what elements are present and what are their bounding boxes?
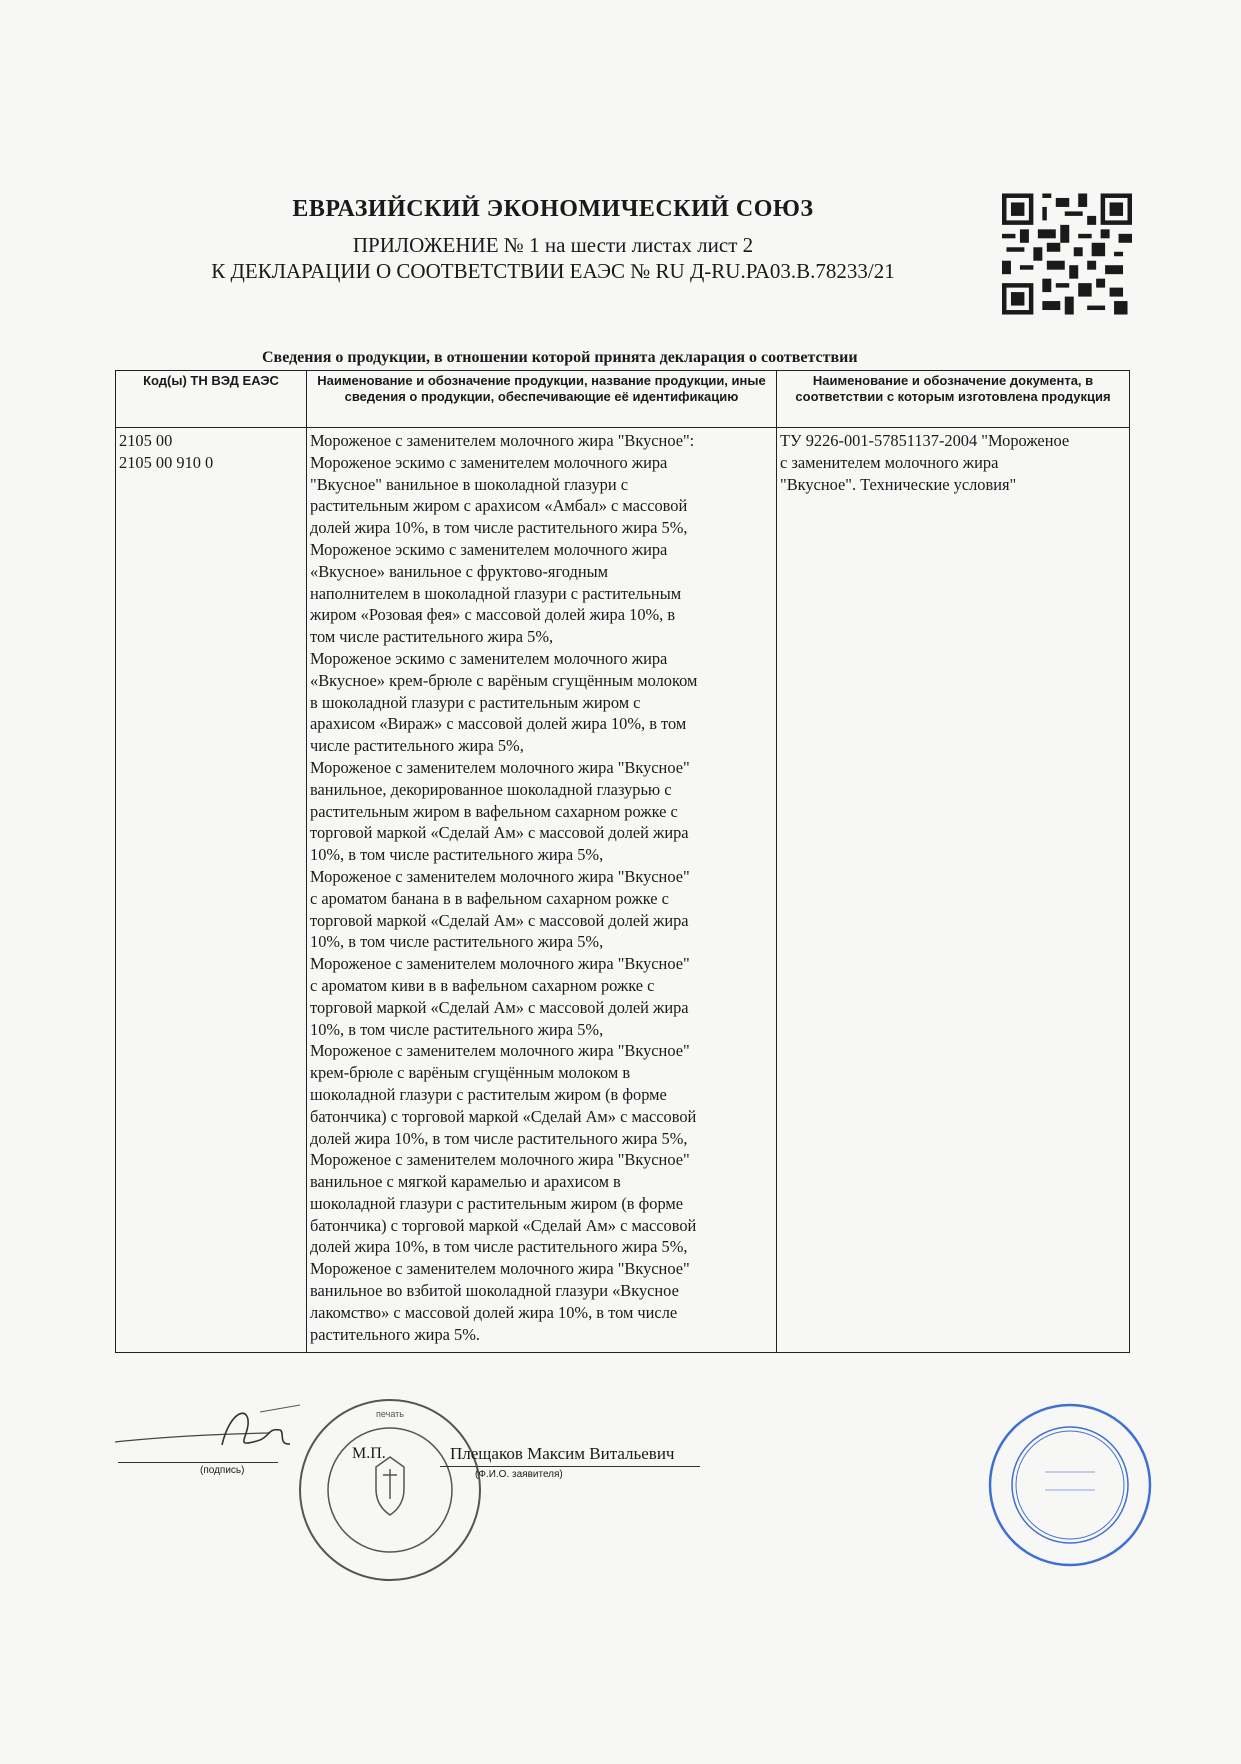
product-line: «Вкусное» крем-брюле с варёным сгущённым молоком [310, 670, 698, 690]
product-line: батончика) с торговой маркой «Сделай Ам» с массовой [310, 1215, 697, 1235]
product-line: крем-брюле с варёным сгущённым молоком в [310, 1063, 631, 1083]
hs-code: 2105 00 [119, 431, 173, 450]
header-standard-document: Наименование и обозначение документа, в соответствии с которым изготовлена продукция [777, 371, 1130, 428]
product-line: жиром «Розовая фея» с массовой долей жира 10%, в [310, 605, 676, 625]
product-line: «Вкусное» ванильное с фруктово-ягодным [310, 561, 609, 581]
product-line: Мороженое эскимо с заменителем молочного жира [310, 539, 668, 559]
header-product-name: Наименование и обозначение продукции, название продукции, иные сведения о продукции, обеспечивающие её идентификацию [307, 371, 777, 428]
product-line: торговой маркой «Сделай Ам» с массовой долей жира [310, 997, 689, 1017]
company-seal-blue [985, 1400, 1155, 1570]
product-line: с ароматом киви в в вафельном сахарном рожке с [310, 975, 655, 995]
product-line: ванильное, декорированное шоколадной глазурью с [310, 779, 672, 799]
products-cell [307, 428, 777, 1353]
product-line: растительного жира 5%. [310, 1324, 480, 1344]
product-line: торговой маркой «Сделай Ам» с массовой долей жира [310, 910, 689, 930]
product-line: арахисом «Вираж» с массовой долей жира 10%, в том [310, 714, 687, 734]
product-line: Мороженое эскимо с заменителем молочного жира [310, 452, 668, 472]
product-line: Мороженое с заменителем молочного жира "Вкусное" [310, 1041, 690, 1061]
product-line: Мороженое с заменителем молочного жира "Вкусное" [310, 954, 690, 974]
hs-codes-cell [116, 428, 307, 1353]
product-line: долей жира 10%, в том числе растительного жира 5%, [310, 518, 688, 538]
product-line: долей жира 10%, в том числе растительного жира 5%, [310, 1237, 688, 1257]
applicant-name: Плещаков Максим Витальевич [450, 1444, 675, 1463]
product-line: торговой маркой «Сделай Ам» с массовой долей жира [310, 823, 689, 843]
product-line: Мороженое с заменителем молочного жира "Вкусное": [310, 431, 695, 450]
product-line: долей жира 10%, в том числе растительного жира 5%, [310, 1128, 688, 1148]
header-hs-code: Код(ы) ТН ВЭД ЕАЭС [116, 371, 307, 428]
name-line [440, 1466, 700, 1467]
product-line: шоколадной глазури с растителым жиром (в форме [310, 1084, 667, 1104]
signature-label: (подпись) [200, 1465, 245, 1476]
product-line: шоколадной глазури с растительным жиром (в форме [310, 1193, 684, 1213]
product-line: 10%, в том числе растительного жира 5%, [310, 845, 604, 865]
qr-code-icon [1002, 193, 1132, 315]
signature-line [118, 1462, 278, 1463]
document-line: ТУ 9226-001-57851137-2004 "Мороженое [780, 431, 1070, 450]
annex-title: ПРИЛОЖЕНИЕ № 1 на шести листах лист 2 [352, 233, 754, 257]
product-line: наполнителем в шоколадной глазури с растительным [310, 583, 682, 603]
product-line: 10%, в том числе растительного жира 5%, [310, 932, 604, 952]
product-line: Мороженое с заменителем молочного жира "Вкусное" [310, 866, 690, 886]
table-row [116, 428, 1130, 1353]
product-line: ванильное с мягкой карамелью и арахисом в [310, 1172, 621, 1192]
fio-label: (Ф.И.О. заявителя) [475, 1469, 563, 1480]
product-line: с ароматом банана в в вафельном сахарном рожке с [310, 888, 669, 908]
hs-code: 2105 00 910 0 [119, 452, 214, 472]
product-line: 10%, в том числе растительного жира 5%, [310, 1019, 604, 1039]
stamp-place-label: М.П. [352, 1445, 386, 1462]
product-line: батончика) с торговой маркой «Сделай Ам» с массовой [310, 1106, 697, 1126]
product-line: в шоколадной глазури с растительным жиром с [310, 692, 641, 712]
company-seal-grey [295, 1395, 485, 1585]
product-line: Мороженое с заменителем молочного жира "Вкусное" [310, 1259, 690, 1279]
union-title: ЕВРАЗИЙСКИЙ ЭКОНОМИЧЕСКИЙ СОЮЗ [292, 196, 814, 222]
signature-image [110, 1400, 310, 1470]
svg-text:печать: печать [376, 1409, 404, 1419]
document-cell [777, 428, 1130, 1353]
product-line: растительным жиром с арахисом «Амбал» с массовой [310, 496, 688, 516]
declaration-number: К ДЕКЛАРАЦИИ О СООТВЕТСТВИИ ЕАЭС № RU Д-RU.РА03.В.78233/21 [211, 259, 895, 283]
product-table [115, 370, 1130, 1353]
product-line: том числе растительного жира 5%, [310, 627, 554, 647]
product-line: Мороженое эскимо с заменителем молочного жира [310, 648, 668, 668]
product-line: числе растительного жира 5%, [310, 736, 524, 756]
product-line: ванильное во взбитой шоколадной глазури «Вкусное [310, 1281, 679, 1301]
product-line: Мороженое с заменителем молочного жира "Вкусное" [310, 757, 690, 777]
product-line: растительным жиром в вафельном сахарном рожке с [310, 801, 678, 821]
document-line: "Вкусное". Технические условия" [780, 474, 1017, 494]
document-line: с заменителем молочного жира [780, 452, 999, 472]
product-line: "Вкусное" ванильное в шоколадной глазури с [310, 474, 628, 494]
product-line: лакомство» с массовой долей жира 10%, в том числе [310, 1302, 678, 1322]
table-caption: Сведения о продукции, в отношении которой принята декларация о соответствии [262, 349, 858, 366]
product-line: Мороженое с заменителем молочного жира "Вкусное" [310, 1150, 690, 1170]
